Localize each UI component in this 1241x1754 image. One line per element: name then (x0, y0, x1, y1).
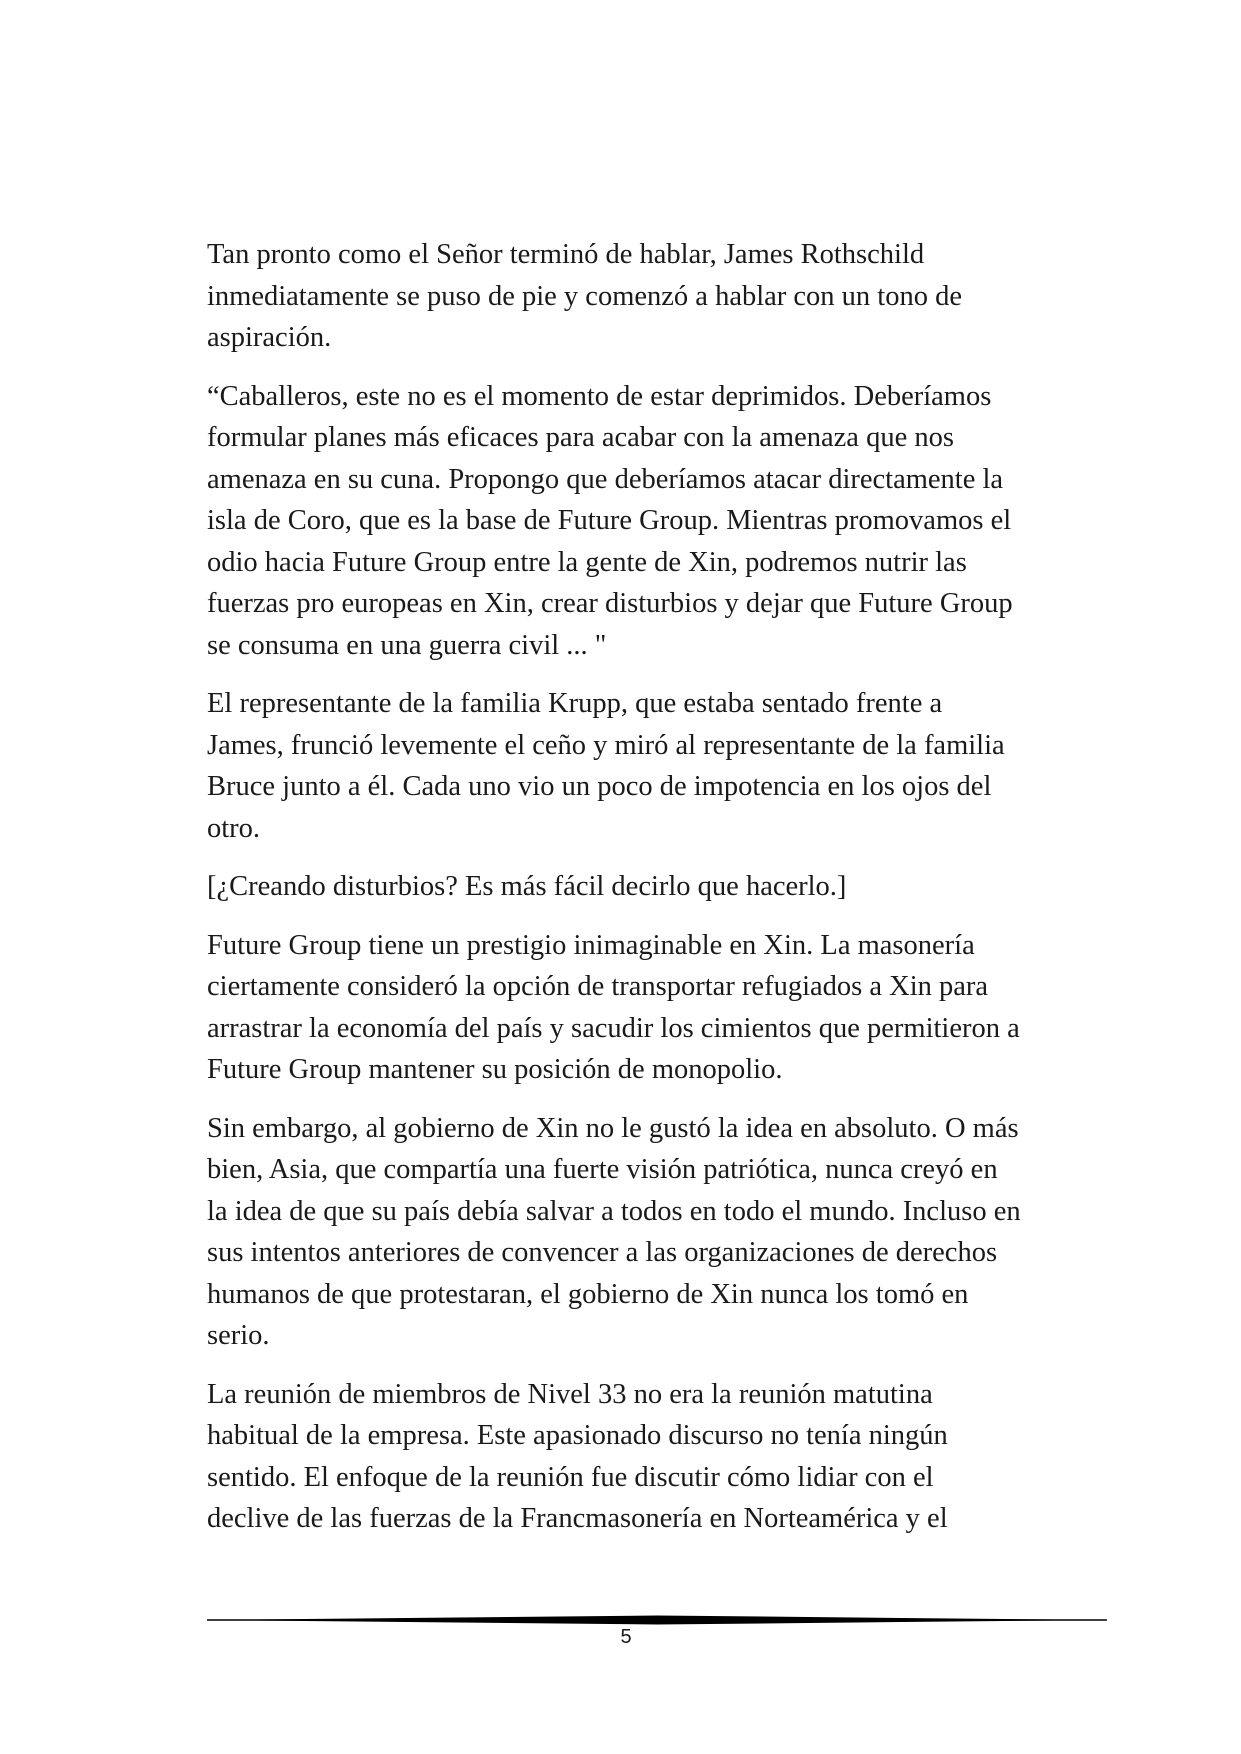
paragraph: [¿Creando disturbios? Es más fácil decirlo que hacerlo.] (207, 871, 847, 902)
paragraph: La reunión de miembros de Nivel 33 no era la reunión matutina habitual de la empresa. Este apasionado discurso no tenía ningún sentido. El enfoque de la reunión fue discutir cómo lidiar con el declive de las fuerzas de la Francmasonería en Norteamérica y el (207, 1378, 948, 1534)
paragraph: Tan pronto como el Señor terminó de hablar, James Rothschild inmediatamente se puso de pie y comenzó a hablar con un tono de aspiración. (207, 239, 962, 353)
paragraph: Future Group tiene un prestigio inimaginable en Xin. La masonería ciertamente consideró la opción de transportar refugiados a Xin para arrastrar la economía del país y sacudir los cimientos que permitieron a Future Group mantener su posición de monopolio. (207, 929, 1020, 1085)
paragraph: El representante de la familia Krupp, que estaba sentado frente a James, frunció levemente el ceño y miró al representante de la familia Bruce junto a él. Cada uno vio un poco de impotencia en los ojos del otro. (207, 688, 1005, 844)
paragraph: “Caballeros, este no es el momento de estar deprimidos. Deberíamos formular planes más eficaces para acabar con la amenaza que nos amenaza en su cuna. Propongo que deberíamos atacar directamente la isla de Coro, que es la base de Future Group. Mientras promovamos el odio hacia Future Group entre la gente de Xin, podremos nutrir las fuerzas pro europeas en Xin, crear disturbios y dejar que Future Group se consuma en una guerra civil ... " (207, 380, 1013, 661)
page-number: 5 (620, 1626, 632, 1648)
paragraph: Sin embargo, al gobierno de Xin no le gustó la idea en absoluto. O más bien, Asia, que compartía una fuerte visión patriótica, nunca creyó en la idea de que su país debía salvar a todos en todo el mundo. Incluso en sus intentos anteriores de convencer a las organizaciones de derechos humanos de que protestaran, el gobierno de Xin nunca los tomó en serio. (207, 1112, 1021, 1351)
body-text (207, 234, 1077, 1557)
